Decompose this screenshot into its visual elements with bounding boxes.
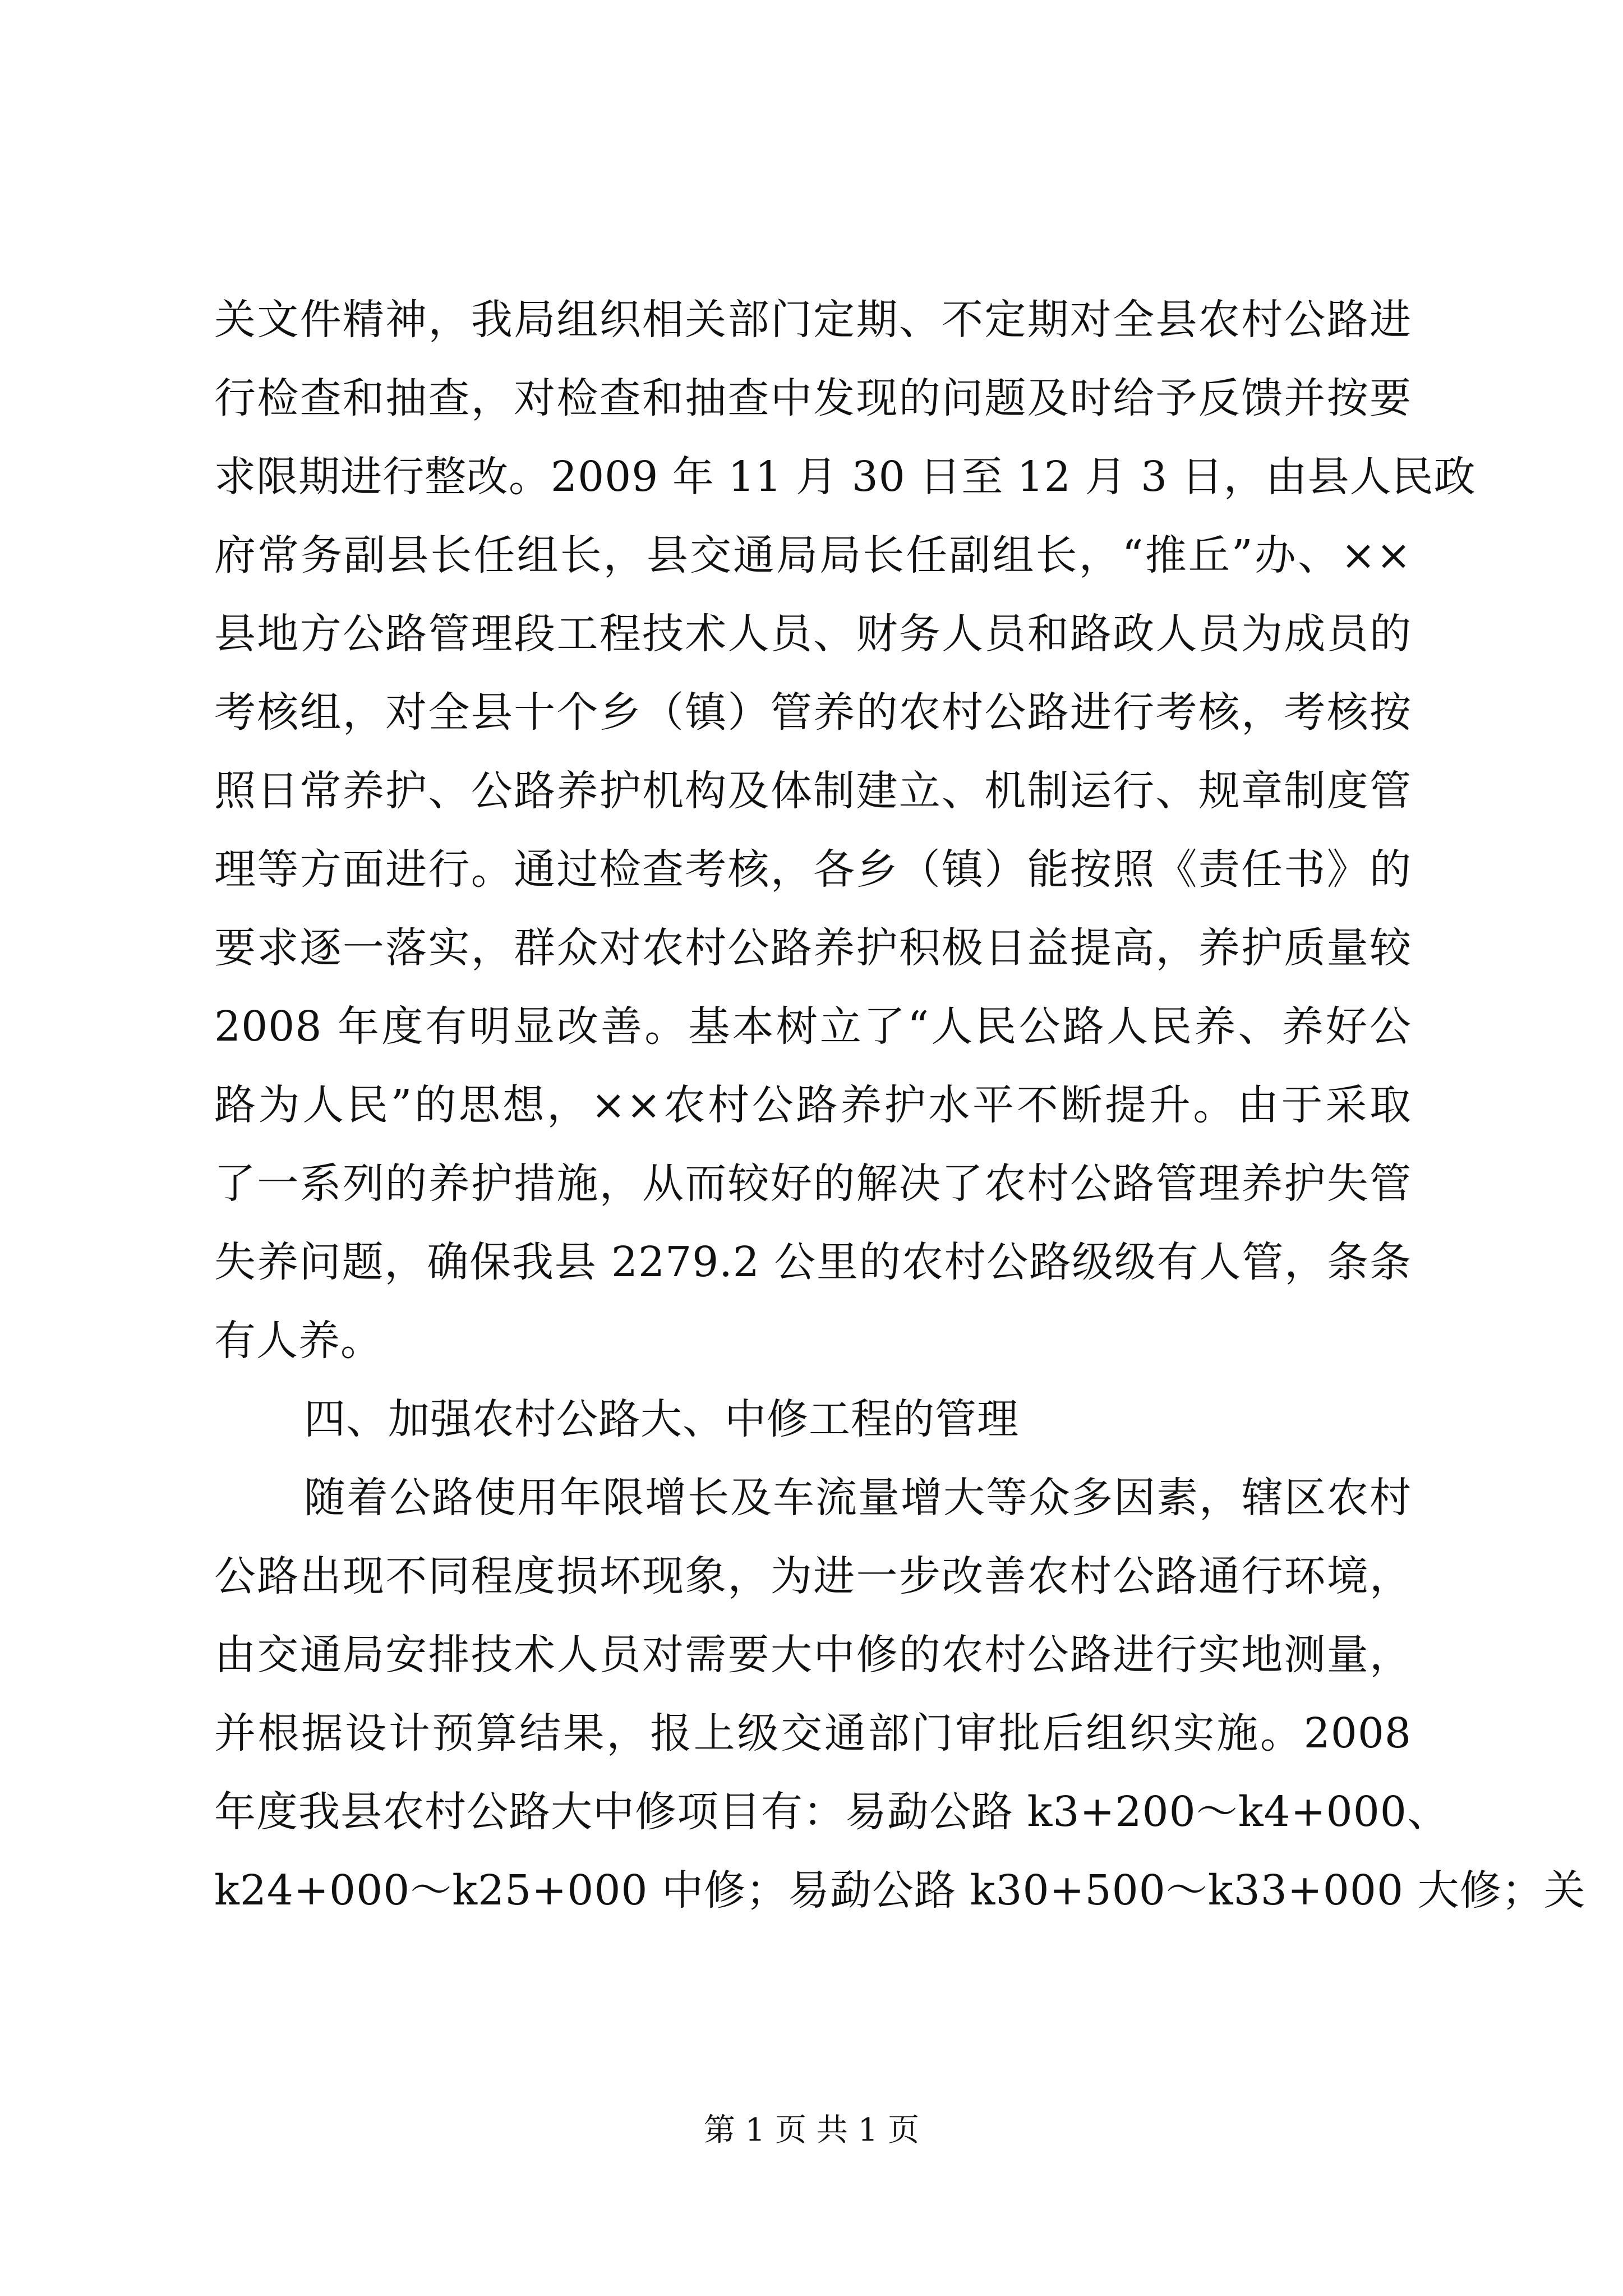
text-line: 随着公路使用年限增长及车流量增大等众多因素，辖区农村: [304, 1474, 1412, 1522]
text-line: 由交通局安排技术人员对需要大中修的农村公路进行实地测量，: [214, 1631, 1412, 1679]
text-line: 县地方公路管理段工程技术人员、财务人员和路政人员为成员的: [214, 610, 1412, 658]
text-line: k24+000～k25+000 中修；易勐公路 k30+500～k33+000 大修；关: [214, 1866, 1586, 1915]
text-line: 并根据设计预算结果，报上级交通部门审批后组织实施。2008: [214, 1709, 1412, 1757]
text-line: 了一系列的养护措施，从而较好的解决了农村公路管理养护失管: [214, 1159, 1412, 1208]
text-line: 2008 年度有明显改善。基本树立了“人民公路人民养、养好公: [214, 1002, 1412, 1051]
text-line: 有人养。: [214, 1317, 382, 1365]
text-line: 路为人民”的思想，××农村公路养护水平不断提升。由于采取: [214, 1081, 1412, 1129]
section-heading: 四、加强农村公路大、中修工程的管理: [304, 1395, 1019, 1443]
page-number-label: 第 1 页 共 1 页: [703, 2112, 920, 2148]
text-line: 行检查和抽查，对检查和抽查中发现的问题及时给予反馈并按要: [214, 374, 1412, 422]
text-line: 要求逐一落实，群众对农村公路养护积极日益提高，养护质量较: [214, 924, 1412, 972]
text-line: 公路出现不同程度损坏现象，为进一步改善农村公路通行环境，: [214, 1552, 1412, 1600]
page-footer: [0, 2108, 1623, 2153]
text-line: 年度我县农村公路大中修项目有：易勐公路 k3+200～k4+000、: [214, 1788, 1449, 1836]
document-body: [214, 280, 1586, 1930]
text-line: 求限期进行整改。2009 年 11 月 30 日至 12 月 3 日，由县人民政: [214, 453, 1476, 501]
text-line: 考核组，对全县十个乡（镇）管养的农村公路进行考核，考核按: [214, 688, 1412, 737]
text-line: 理等方面进行。通过检查考核，各乡（镇）能按照《责任书》的: [214, 845, 1412, 894]
text-line: 失养问题，确保我县 2279.2 公里的农村公路级级有人管，条条: [214, 1238, 1412, 1286]
text-line: 府常务副县长任组长，县交通局局长任副组长，“推丘”办、××: [214, 531, 1412, 579]
text-line: 照日常养护、公路养护机构及体制建立、机制运行、规章制度管: [214, 767, 1412, 815]
text-line: 关文件精神，我局组织相关部门定期、不定期对全县农村公路进: [214, 296, 1412, 344]
